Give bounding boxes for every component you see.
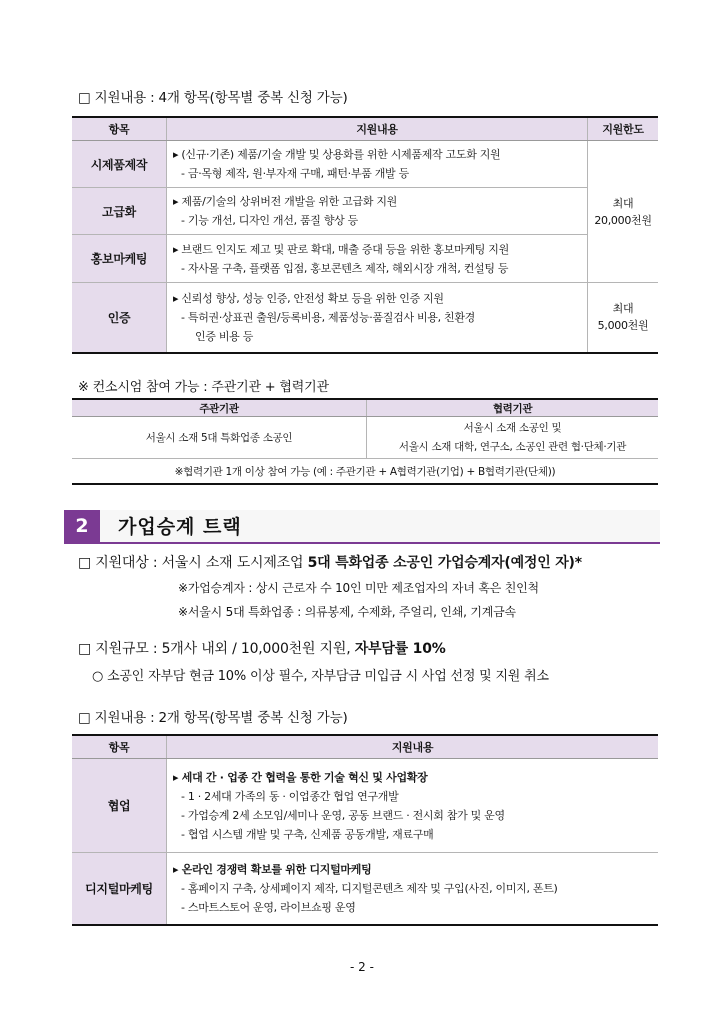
- row-category: 홍보마케팅: [72, 235, 167, 283]
- col-header-item: 항목: [72, 117, 167, 141]
- target-bold: 5대 특화업종 소공인 가업승계자(예정인 자)*: [307, 555, 582, 571]
- col-header-partner: 협력기관: [367, 399, 659, 417]
- col-header-content: 지원내용: [167, 735, 659, 759]
- col-header-limit: 지원한도: [588, 117, 659, 141]
- row-content: [167, 759, 659, 853]
- col-header-content: 지원내용: [167, 117, 588, 141]
- row-category: 협업: [72, 759, 167, 853]
- content-line: ▸ 온라인 경쟁력 확보를 위한 디지털마케팅: [173, 862, 372, 876]
- partner-org: [367, 417, 659, 459]
- scale-prefix: □ 지원규모 : 5개사 내외 / 10,000천원 지원,: [78, 641, 355, 657]
- row-category: 인증: [72, 283, 167, 353]
- target-note: ※서울시 5대 특화업종 : 의류봉제, 수제화, 주얼리, 인쇄, 기계금속: [178, 605, 516, 619]
- limit-cell: [588, 283, 659, 353]
- limit-label: 최대: [612, 302, 634, 316]
- target-prefix: □ 지원대상 : 서울시 소재 도시제조업: [78, 555, 308, 571]
- row-content: [167, 235, 588, 283]
- content-line: - 1 · 2세대 가족의 동 · 이업종간 협업 연구개발: [181, 789, 399, 803]
- section-number-badge: 2: [64, 510, 100, 542]
- content-line: - 스마트스토어 운영, 라이브쇼핑 운영: [181, 900, 356, 914]
- row-content: [167, 283, 588, 353]
- content-line: ▸ 세대 간 · 업종 간 협력을 통한 기술 혁신 및 사업확장: [173, 770, 428, 784]
- row-category: 디지털마케팅: [72, 853, 167, 925]
- lead-org: 서울시 소재 5대 특화업종 소공인: [72, 417, 367, 459]
- section-divider: [64, 542, 660, 544]
- content-line: - 기능 개선, 디자인 개선, 품질 향상 등: [181, 214, 359, 227]
- partner-line: 서울시 소재 대학, 연구소, 소공인 관련 협·단체·기관: [398, 440, 627, 453]
- target-line: [78, 552, 582, 572]
- consortium-table: [72, 398, 658, 485]
- content-line: ▸ (신규·기존) 제품/기술 개발 및 상용화를 위한 시제품제작 고도화 지원: [173, 148, 501, 161]
- row-content: [167, 188, 588, 235]
- scale-bold: 자부담률 10%: [354, 641, 446, 657]
- consortium-heading: ※ 컨소시엄 참여 가능 : 주관기관 + 협력기관: [78, 380, 329, 395]
- consortium-note: ※협력기관 1개 이상 참여 가능 (예 : 주관기관 + A협력기관(기업) + B협력기관(단체)): [174, 465, 556, 478]
- content-line: - 특허권·상표권 출원/등록비용, 제품성능·품질검사 비용, 친환경: [181, 310, 475, 324]
- content-line: 인증 비용 등: [195, 329, 254, 343]
- page-number: - 2 -: [350, 960, 374, 974]
- row-category: 시제품제작: [72, 141, 167, 188]
- content-line: ▸ 신뢰성 향상, 성능 인증, 안전성 확보 등을 위한 인증 지원: [173, 291, 444, 305]
- limit-label: 최대: [612, 196, 634, 210]
- row-category: 고급화: [72, 188, 167, 235]
- limit-value: 5,000천원: [597, 319, 649, 333]
- row-content: [167, 853, 659, 925]
- row-content: [167, 141, 588, 188]
- content-line: - 가업승계 2세 소모임/세미나 운영, 공동 브랜드 · 전시회 참가 및 운영: [181, 808, 505, 822]
- content-line: ▸ 제품/기술의 상위버전 개발을 위한 고급화 지원: [173, 195, 397, 208]
- partner-line: 서울시 소재 소공인 및: [463, 421, 562, 434]
- target-note: ※가업승계자 : 상시 근로자 수 10인 미만 제조업자의 자녀 혹은 친인척: [178, 581, 539, 595]
- scale-note: ○ 소공인 자부담 현금 10% 이상 필수, 자부담금 미입금 시 사업 선정 및 지원 취소: [92, 669, 549, 684]
- s1-support-table: [72, 116, 658, 354]
- limit-value: 20,000천원: [594, 213, 652, 227]
- content-line: - 협업 시스템 개발 및 구축, 신제품 공동개발, 재료구매: [181, 827, 434, 841]
- col-header-item: 항목: [72, 735, 167, 759]
- s1-heading: □ 지원내용 : 4개 항목(항목별 중복 신청 가능): [78, 90, 348, 106]
- col-header-lead: 주관기관: [72, 399, 367, 417]
- content-line: - 금·목형 제작, 원·부자재 구매, 패턴·부품 개발 등: [181, 167, 409, 180]
- s2-support-table: [72, 734, 658, 926]
- content-line: - 자사몰 구축, 플랫폼 입점, 홍보콘텐츠 제작, 해외시장 개척, 컨설팅 등: [181, 261, 509, 275]
- s2-content-heading: □ 지원내용 : 2개 항목(항목별 중복 신청 가능): [78, 710, 348, 726]
- section-title: 가업승계 트랙: [118, 516, 242, 538]
- content-line: ▸ 브랜드 인지도 제고 및 판로 확대, 매출 증대 등을 위한 홍보마케팅 지원: [173, 242, 509, 256]
- scale-line: [78, 638, 446, 658]
- limit-cell: [588, 141, 659, 283]
- content-line: - 홈페이지 구축, 상세페이지 제작, 디지털콘텐츠 제작 및 구입(사진, 이미지, 폰트): [181, 881, 558, 895]
